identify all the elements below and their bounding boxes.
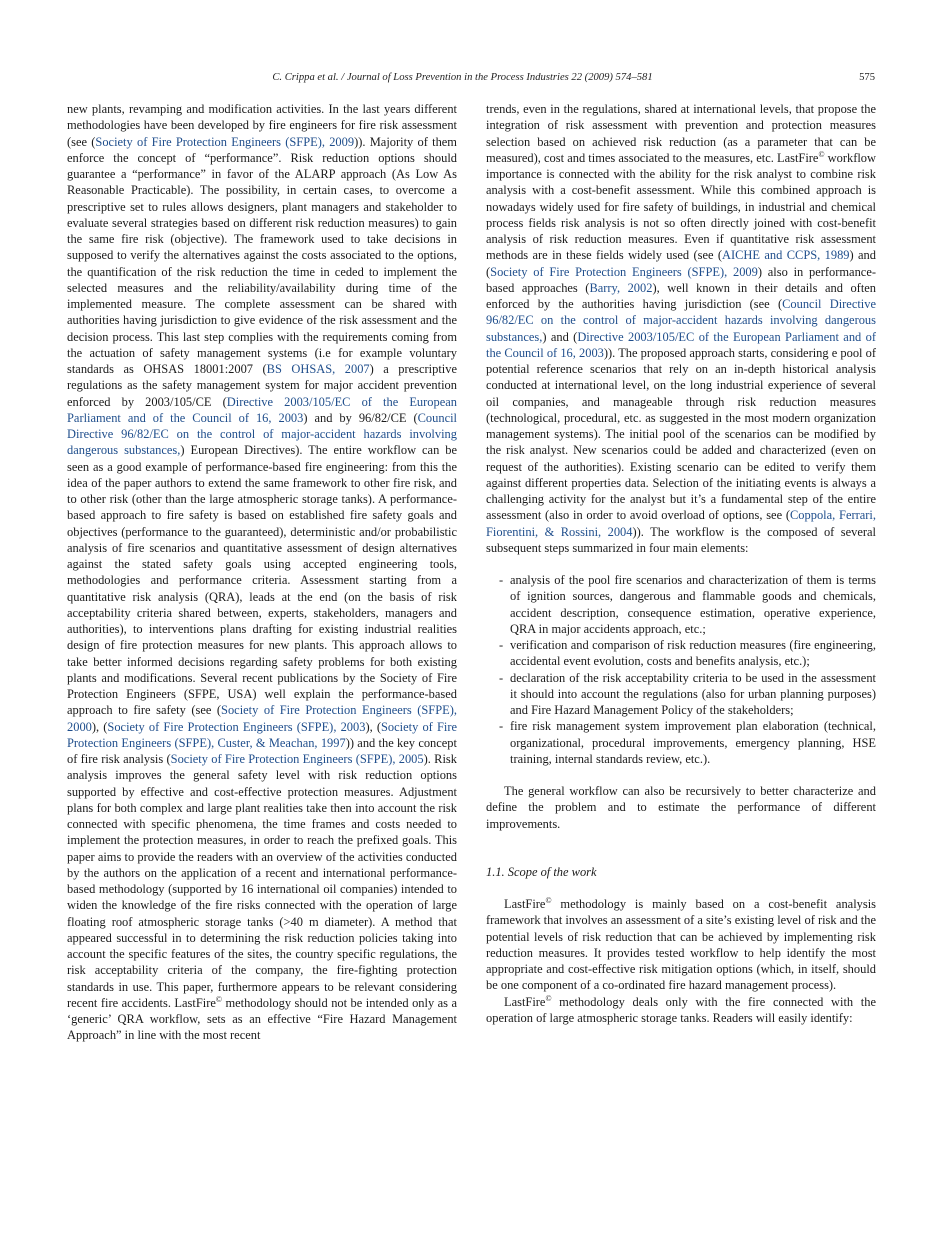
paragraph-performance-based: new plants, revamping and modification activities. In the last years different methodologies have been developed by fire engineers for fire risk assessment (see (Society of Fire Protection Engineers (SFPE), 2009)). Majority of them enforce the concept of “performance”. Risk reduction options should guarantee a “performance” in favor of the ALARP approach (As Low As Reasonable Practicable). The possibility, in certain cases, to overcome a prescriptive set to rules allows designers, plant managers and stakeholder to evaluate several strategies based on different risk reduction measures) to gain the same fire risk (objective). The framework used to take decisions in supposed to verify the alternatives against the costs associated to the options, the quantification of the risk reduction the time in ceded to implement the selected measures and the reliability/availability during time of the implemented measure. The complete assessment can be shared with authorities having jurisdiction to give evidence of the risk assessment and the decision process. This last step complies with the requirements coming from the actuation of safety management systems (i.e for example voluntary standards as OHSAS 18001:2007 (BS OHSAS, 2007) a prescriptive regulations as the safety management system for major accident prevention enforced by 2003/105/CE (Directive 2003/105/EC of the European Parliament and of the Council of 16, 2003) and by 96/82/CE (Council Directive 96/82/EC on the control of major-accident hazards involving dangerous substances,) European Directives). The entire workflow can be seen as a good example of performance-based fire engineering: from this the idea of the paper authors to extend the same framework to other fire risk, and to other risk (other than the large atmospheric storage tanks). A performance-based approach to fire safety is based on established fire safety goals and objectives (performance to the guaranteed), deterministic and/or probabilistic analysis of fire scenarios and quantitative assessment of design alternatives against the stated safety goals using accepted engineering tools, methodologies and performance criteria. Assessment starting from a quantitative risk analysis (QRA), leads at the end (on the basis of risk acceptability criteria shared between, experts, stakeholders, managers and authorities), to interventions plans drafting for existing industrial realities design of fire protection measures for new plants. This approach allows to take better informed decisions regarding safety problems for both existing plants and modifications. Several recent publications by the Society of Fire Protection Engineers (SFPE, USA) well explain the performance-based approach to fire safety (see (Society of Fire Protection Engineers (SFPE), 2000), (Society of Fire Protection Engineers (SFPE), 2003), (Society of Fire Protection Engineers (SFPE), Custer, & Meachan, 1997)) and the key concept of fire risk analysis (Society of Fire Protection Engineers (SFPE), 2005). Risk analysis improves the general safety level with risk reduction options supported by effective and cost-effective protection measures. Adjustment plans for both complex and large plant realities take then into account the risk connected with specific phenomena, the time frames and costs needed to implement the protection measures, in order to reach the prefixed goals. This paper aims to provide the readers with an overview of the activities conducted by the authors on the application of a recent and international performance-based methodology (supported by 16 international oil companies) intended to widen the knowledge of the fire risks connected with the operation of large floating roof atmospheric storage tanks (>40 m diameter). A method that appeared successful in to determining the risk reduction policies taking into account the specific features of the sites, the country specific regulations, the risk acceptability criteria of the company, the fire-fighting protection standards in use. This paper, furthermore appears to be relevant considering recent fire accidents. LastFire© methodology should not be intended only as a ‘generic’ QRA workflow, sets as an effective “Fire Hazard Management Approach” in line with the most recent (67, 102, 458, 1043)
citation-link[interactable]: Council Directive 96/82/EC on the control of major-accident hazards involving dangerous substances, (486, 297, 877, 344)
copyright-symbol: © (215, 994, 222, 1004)
list-item: - analysis of the pool fire scenarios and characterization of them is terms of ignition sources, dangerous and flammable goods and chemicals, accident description, consequence estimation, operative experience, QRA in major accidents approach, etc.; (510, 572, 876, 637)
copyright-symbol: © (545, 896, 552, 905)
paragraph-scope-1: LastFire© methodology is mainly based on a cost-benefit analysis framework that involves an assessment of a site’s existing level of risk and the potential levels of risk reduction that can be achieved by implementing risk reduction measures. It provides tested workflow to help identify the most appropriate and cost-effective risk mitigation options (which, in itself, should be one component of a co-ordinated fire hazard management process). (486, 896, 876, 993)
citation-link[interactable]: Society of Fire Protection Engineers (SFPE), 2009 (490, 264, 758, 279)
running-head (0, 72, 925, 86)
citation-link[interactable]: Society of Fire Protection Engineers (SFPE), 2005 (170, 752, 424, 766)
citation-link[interactable]: Directive 2003/105/EC of the European Parliament and of the Council of 16, 2003 (67, 394, 457, 425)
list-item: - declaration of the risk acceptability criteria to be used in the assessment it should into account the regulations (also for urban planning purposes) and Fire Hazard Management Policy of the stakeholders; (510, 670, 876, 719)
citation-link[interactable]: Society of Fire Protection Engineers (SFPE), 2003 (107, 719, 366, 734)
list-item: - fire risk management system improvement plan elaboration (technical, organizational, procedural improvements, emergency planning, HSE training, internal standards review, etc.). (510, 718, 876, 767)
paragraph-workflow: trends, even in the regulations, shared at international levels, that propose the integration of risk assessment with prevention and protection measures selection based on achieved risk reduction (as a parameter that can be measured), cost and times associated to the measures, etc. LastFire© workflow importance is connected with the ability for the risk analyst to combine risk analysis with a cost-benefit assessment. While this combined approach is nowadays widely used for fire safety of buildings, in industrial and chemical process fields risk analysis is not so often directly joined with cost-benefit analysis of risk reduction measures. Even if quantitative risk assessment methods are in these fields widely used (see (AICHE and CCPS, 1989) and (Society of Fire Protection Engineers (SFPE), 2009) also in performance-based approaches (Barry, 2002), well known in their details and often enforced by the authorities having jurisdiction (see (Council Directive 96/82/EC on the control of major-accident hazards involving dangerous substances,) and (Directive 2003/105/EC of the European Parliament and of the Council of 16, 2003)). The proposed approach starts, considering e pool of potential reference scenarios that rely on an in-depth historical analysis conducted at international level, on the long industrial experience of several oil companies, and manageable through risk reduction measures (technological, procedural, etc. as suggested in the most modern organization management systems). The initial pool of the scenarios can be modified by the risk analyst. New scenarios could be added and characterized (even on request of the authorities). Existing scenario can be edited to verify them against different properties data. Selection of the initiating events is always a challenging activity for the analyst but it’s a fundamental step of the entire assessment (also in order to avoid overload of options, see (Coppola, Ferrari, Fiorentini, & Rossini, 2004)). The workflow is the composed of several subsequent steps summarized in four main elements: (486, 102, 877, 555)
citation-link[interactable]: Society of Fire Protection Engineers (SFPE), 2000 (67, 703, 457, 734)
page-number: 575 (859, 72, 875, 83)
copyright-symbol: © (545, 993, 552, 1003)
citation-link[interactable]: BS OHSAS, 2007 (266, 362, 370, 376)
paragraph-scope-2: LastFire© methodology deals only with the fire connected with the operation of large atmospheric storage tanks. Readers will easily identify: (486, 993, 876, 1025)
copyright-symbol: © (818, 149, 825, 159)
citation-link[interactable]: Society of Fire Protection Engineers (SFPE), 2009 (95, 134, 355, 149)
citation-link[interactable]: Directive 2003/105/EC of the European Parliament and of the Council of 16, 2003 (486, 329, 877, 360)
right-column (486, 101, 876, 1026)
section-heading: 1.1. Scope of the work (486, 864, 597, 879)
workflow-steps-list (486, 572, 876, 767)
citation-link[interactable]: Barry, 2002 (589, 280, 653, 295)
citation-link[interactable]: Society of Fire Protection Engineers (SFPE), Custer, & Meachan, 1997 (67, 719, 457, 750)
left-column (67, 101, 457, 1044)
list-item: - verification and comparison of risk reduction measures (fire engineering, accidental event evolution, costs and benefits analysis, etc.); (510, 637, 876, 670)
citation-link[interactable]: AICHE and CCPS, 1989 (722, 248, 850, 263)
paragraph-recursive-workflow: The general workflow can also be recursively to better characterize and define the problem and to estimate the performance of different improvements. (486, 784, 876, 831)
citation-link[interactable]: Council Directive 96/82/EC on the control of major-accident hazards involving dangerous substances, (67, 410, 458, 458)
journal-citation: C. Crippa et al. / Journal of Loss Prevention in the Process Industries 22 (2009) 574–581 (272, 72, 653, 83)
citation-link[interactable]: Coppola, Ferrari, Fiorentini, & Rossini, 2004 (486, 508, 876, 539)
